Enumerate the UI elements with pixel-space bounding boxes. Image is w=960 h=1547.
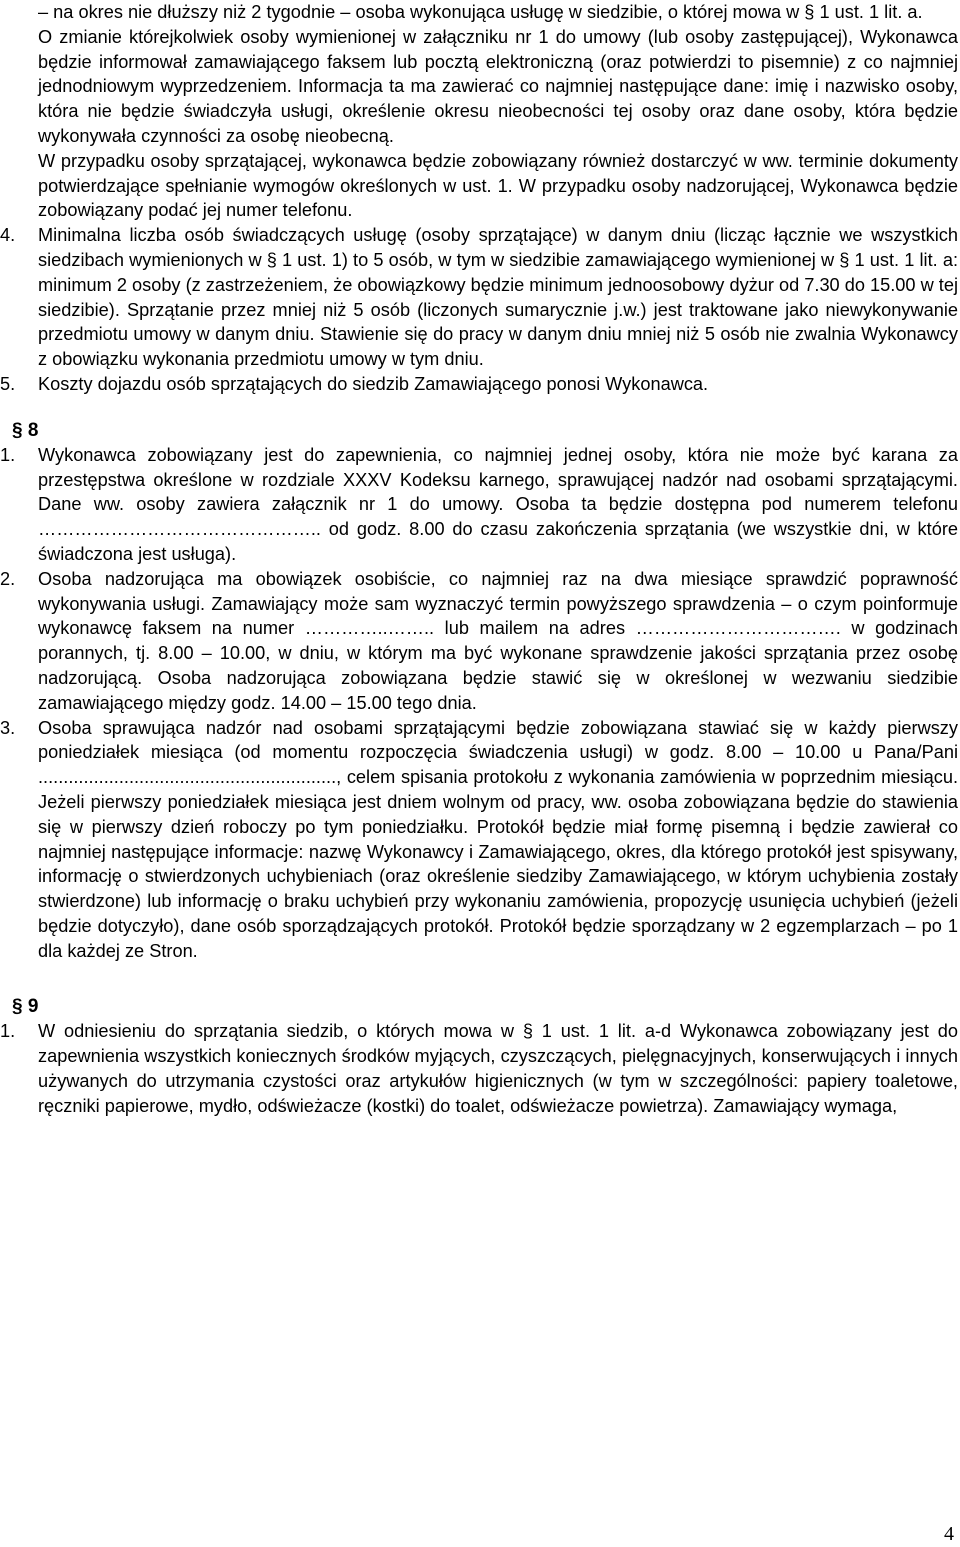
page-number: 4 — [944, 1523, 954, 1545]
paragraph-documents-requirement: W przypadku osoby sprzątającej, wykonawca będzie zobowiązany również dostarczyć w ww. terminie dokumenty potwierdzające spełnianie wymogów określonych w ust. 1. W przypadku osoby nadzorującej, Wykonawca będzie zobowiązany podać jej numer telefonu. — [38, 150, 958, 221]
list-item-number: 1. — [0, 444, 16, 465]
list-item-text: W odniesieniu do sprzątania siedzib, o których mowa w § 1 ust. 1 lit. a-d Wykonawca zobowiązany jest do zapewnienia wszystkich koniecznych środków myjących, czyszczących, pielęgnacyjnych, konserwujących i innych używanych do utrzymania czystości oraz artykułów higienicznych (w tym w szczególności: papiery toaletowe, ręczniki papierowe, mydło, odświeżacze (kostki) do toalet, odświeżacze powietrza). Zamawiający wymaga, — [38, 1021, 958, 1116]
list-item-2 — [0, 567, 958, 716]
section-heading-9: § 9 — [12, 996, 39, 1018]
list-item-text: Wykonawca zobowiązany jest do zapewnienia, co najmniej jednej osoby, która nie może być karana za przestępstwa określone w rozdziale XXXV Kodeksu karnego, sprawującej nadzór nad osobami sprzątającymi. Dane ww. osoby zawiera załącznik nr 1 do umowy. Osoba ta będzie dostępna pod numerem telefonu ……………………………………….. od godz. 8.00 do czasu zakończenia sprzątania (we wszystkie dni, w które świadczona jest usługa). — [38, 444, 958, 564]
list-item-text: Koszty dojazdu osób sprzątających do siedzib Zamawiającego ponosi Wykonawca. — [38, 373, 709, 394]
list-item-3 — [0, 716, 958, 964]
list-item-5 — [0, 372, 958, 397]
list-item-number: 5. — [0, 373, 16, 394]
list-item-text: Osoba sprawująca nadzór nad osobami sprzątającymi będzie zobowiązana stawiać się w każdy pierwszy poniedziałek miesiąca (od momentu rozpoczęcia świadczenia usługi) w godz. 8.00 – 10.00 u Pana/Pani ..........................................................., celem spisania protokołu z wykonania zamówienia w poprzednim miesiącu. Jeżeli pierwszy poniedziałek miesiąca jest dniem wolnym od pracy, ww. osoba zobowiązana będzie do stawienia się w pierwszy dzień roboczy po tym poniedziałku. Protokół będzie miał formę pisemną i będzie zawierał co najmniej następujące informacje: nazwę Wykonawcy i Zamawiającego, okres, dla którego protokół jest spisywany, informację o stwierdzonych uchybieniach (oraz określenie siedziby Zamawiającego, w którym uchybienia zostały stwierdzone) lub informację o braku uchybień przy wykonaniu zamówienia, propozycję usunięcia uchybień (jeżeli będzie dotyczyło), dane osób sporządzających protokół. Protokół będzie sporządzany w 2 egzemplarzach – po 1 dla każdej ze Stron. — [38, 717, 958, 961]
section-heading-8: § 8 — [12, 419, 39, 441]
list-item-4 — [0, 223, 958, 372]
list-item-number: 3. — [0, 717, 16, 738]
list-item-text: Osoba nadzorująca ma obowiązek osobiście, co najmniej raz na dwa miesiące sprawdzić poprawność wykonywania usługi. Zamawiający może sam wyznaczyć termin powyższego sprawdzenia – o czym poinformuje wykonawcę faksem na numer …………..…….. lub mailem na adres ……………………………. w godzinach porannych, tj. 8.00 – 10.00, w dniu, w którym ma być wykonane sprawdzenie jakości sprzątania przez osobę nadzorującą. Osoba nadzorująca zobowiązana będzie stawić się w określonej w wezwaniu siedzibie zamawiającego między godz. 14.00 – 15.00 tego dnia. — [38, 568, 958, 713]
paragraph-absence-period: – na okres nie dłuższy niż 2 tygodnie – osoba wykonująca usługę w siedzibie, o której mowa w § 1 ust. 1 lit. a. — [38, 2, 923, 22]
list-item-1-section-9 — [0, 1019, 958, 1118]
paragraph-staff-change-notice: O zmianie którejkolwiek osoby wymienionej w załączniku nr 1 do umowy (lub osoby zastępującej), Wykonawca będzie informował zamawiającego faksem lub pocztą elektroniczną (oraz potwierdzi to pisemnie) z co najmniej jednodniowym wyprzedzeniem. Informacja ta ma zawierać co najmniej następujące dane: imię i nazwisko osoby, która nie będzie świadczyła usługi, określenie okresu nieobecności tej osoby oraz dane osoby, która będzie wykonywała czynności za osobę nieobecną. — [38, 26, 958, 146]
list-item-number: 4. — [0, 225, 16, 246]
list-item-number: 1. — [0, 1021, 16, 1042]
list-item-1 — [0, 443, 958, 567]
list-item-number: 2. — [0, 568, 16, 589]
list-item-text: Minimalna liczba osób świadczących usługę (osoby sprzątające) w danym dniu (licząc łącznie we wszystkich siedzibach wymienionych w § 1 ust. 1) to 5 osób, w tym w siedzibie zamawiającego wymienionej w § 1 ust. 1 lit. a: minimum 2 osoby (z zastrzeżeniem, że obowiązkowy będzie minimum jednoosobowy dyżur od 7.30 do 15.00 w tej siedzibie). Sprzątanie przez mniej niż 5 osób (liczonych sumarycznie j.w.) jest traktowane jako niewykonywanie przedmiotu umowy w danym dniu. Stawienie się do pracy w danym dniu mniej niż 5 osób nie zwalnia Wykonawcy z obowiązku wykonania przedmiotu umowy w tym dniu. — [38, 225, 958, 370]
